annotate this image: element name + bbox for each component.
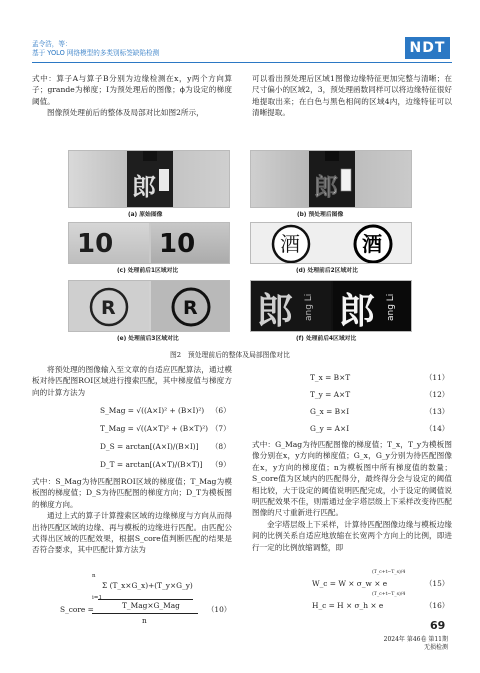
panel-a-image: [68, 150, 230, 208]
number-before: 10: [77, 229, 114, 259]
left-bottom-text: [32, 476, 232, 556]
panel-e-caption: (e) 处理前后3区域对比: [117, 336, 179, 342]
left-bottom-intro: [32, 364, 232, 398]
paragraph: 图像预处理前后的整体及局部对比如图2所示，: [47, 108, 204, 118]
equation-number-8: （8）: [211, 442, 231, 451]
equation-12: T_y = A×T: [310, 390, 351, 399]
equation-number-13: （13）: [425, 407, 450, 416]
paragraph: 式中：G_Mag为待匹配图像的梯度值；T_x，T_y为模板图像分别在x，y方向的梯度值；G_x，G_y分别为待匹配图像在x，y方向的梯度值；n为模板图中所有梯度值的数量；S_core值为区域内的匹配得分，最终得分会与设定的阈值相比较，大于设定的阈值说明匹配完成，小于设定的阈值说明匹配效果不佳，则需通过金字塔层级上下采样改变待匹配图像的尺寸重新进行匹配。: [252, 440, 452, 518]
right-top-text: [252, 73, 452, 119]
panel-b-image: [250, 150, 412, 208]
number-after: 10: [159, 229, 196, 259]
equation-11: T_x = B×T: [310, 373, 351, 382]
paragraph: 可以看出预处理后区域1图像边缘特征更加完整与清晰；在尺寸偏小的区域2，3，预处理函数同样可以将边缘特征很好地提取出来；在白色与黑色相间的区域4内，边缘特征可以清晰提取。: [252, 74, 452, 118]
f-side-text-before: ang Li: [304, 293, 314, 321]
eq10-n: n: [142, 616, 147, 625]
panel-f-image: [250, 280, 412, 332]
journal-logo: NDT: [405, 37, 450, 59]
paragraph: 金字塔层级上下采样，计算待匹配图像边缘与模板边缘间的比例关系自适应地放缩在长宽两个方向上的比例，即进行一定的比例放缩调整，即: [252, 519, 452, 552]
header-rule: [32, 62, 452, 63]
region3-pair: [69, 281, 230, 332]
equation-14: G_y = A×I: [310, 424, 350, 433]
panel-c-caption: (c) 处理前后1区域对比: [117, 268, 179, 274]
journal-info: [378, 636, 448, 653]
figure-caption: 图2 预处理前后的整体及局部图像对比: [170, 351, 290, 359]
equation-number-12: （12）: [425, 390, 450, 399]
bottle-char-processed: 郎: [314, 172, 338, 201]
f-side-text-after: ang Li: [386, 293, 396, 321]
region1-after: [151, 223, 230, 264]
header-authors: 孟令浩，等：: [32, 40, 72, 48]
region1-before: [69, 223, 149, 264]
equation-number-16: （16）: [425, 601, 450, 610]
eq10-sum-bottom: i=1: [92, 595, 103, 601]
panel-e-image: [68, 280, 230, 332]
region4-pair: [251, 281, 412, 332]
equation-number-7: （7）: [211, 424, 231, 433]
equation-9: D_T = arctan[(A×T)/(B×T)]: [100, 460, 203, 469]
panel-b-caption: (b) 预处理后图像: [297, 212, 344, 218]
panel-a-caption: (a) 原始图像: [128, 212, 163, 218]
bottle-char: 郎: [132, 172, 156, 201]
eq10-sum-top: n: [92, 573, 96, 579]
panel-d-image: [250, 222, 412, 264]
left-top-text: [32, 73, 232, 119]
reg-mark-before: R: [101, 297, 116, 319]
eq10-numerator: Σ (T_x×G_x)+(T_y×G_y): [102, 581, 193, 590]
equation-number-11: （11）: [425, 373, 450, 382]
equation-16: H_c = H × σ_h × e: [312, 601, 384, 610]
panel-d-caption: (d) 处理前后2区域对比: [296, 268, 358, 274]
eq10-outer-fraction-bar: [92, 613, 198, 614]
paragraph: 式中：S_Mag为待匹配图ROI区域的梯度值；T_Mag为模板图的梯度值；D_S为待匹配图的梯度方向；D_T为模板图的梯度方向。: [32, 477, 232, 509]
equation-8: D_S = arctan[(A×I)/(B×I)]: [100, 442, 199, 451]
f-char-before: 郎: [257, 290, 294, 332]
equation-15: W_c = W × σ_w × e: [312, 579, 388, 588]
circle-char-after: 酒: [362, 232, 382, 256]
running-header: [32, 40, 159, 58]
eq16-exponent: (T_c+t−T_s)/4: [372, 592, 406, 597]
panel-f-caption: (f) 处理前后4区域对比: [296, 336, 357, 342]
equation-7: T_Mag = √((A×T)² + (B×T)²): [100, 424, 209, 433]
equation-number-10: （10）: [207, 605, 232, 614]
equation-number-14: （14）: [425, 424, 450, 433]
paragraph: 通过上式的算子计算搜索区域的边缘梯度与方向从而得出待匹配区域的边缘、再与模板的边缘进行匹配。由匹配公式得出区域的匹配效果，根据S_core值判断匹配的结果是否符合要求，其中匹配计算方法为: [32, 511, 232, 555]
paragraph: 式中：算子A与算子B分别为边缘检测在x，y两个方向算子；grande为梯度；I为预处理后的图像；ϕ为设定的梯度阈值。: [32, 74, 232, 106]
equation-number-15: （15）: [425, 579, 450, 588]
region2-pair: [251, 223, 412, 264]
journal-name: 无损检测: [423, 644, 448, 652]
eq10-lhs: S_core =: [60, 605, 94, 614]
eq10-denominator: T_Mag×G_Mag: [122, 601, 180, 610]
panel-c-image: [68, 222, 230, 264]
equation-number-9: （9）: [211, 460, 231, 469]
bottle-photo: [69, 151, 230, 208]
f-char-after: 郎: [339, 290, 376, 332]
journal-issue: 2024年 第46卷 第11期: [383, 636, 448, 643]
equation-number-6: （6）: [211, 406, 231, 415]
page-number: 69: [430, 619, 446, 632]
reg-mark-after: R: [183, 297, 198, 319]
paragraph: 将预处理的图像输入至文章的自适应匹配算法，通过模板对待匹配图ROI区域进行搜索匹配，其中梯度值与梯度方向的计算方法为: [32, 365, 232, 397]
header-title: 基于 YOLO 网络模型的多类别标签缺陷检测: [32, 48, 160, 57]
right-bottom-text: [252, 439, 452, 553]
equation-13: G_x = B×I: [310, 407, 350, 416]
circle-char-before: 酒: [280, 232, 300, 256]
equation-6: S_Mag = √((A×I)² + (B×I)²): [100, 406, 205, 415]
eq15-exponent: (T_c+t−T_s)/4: [372, 570, 406, 575]
bottle-photo-processed: [251, 151, 412, 208]
